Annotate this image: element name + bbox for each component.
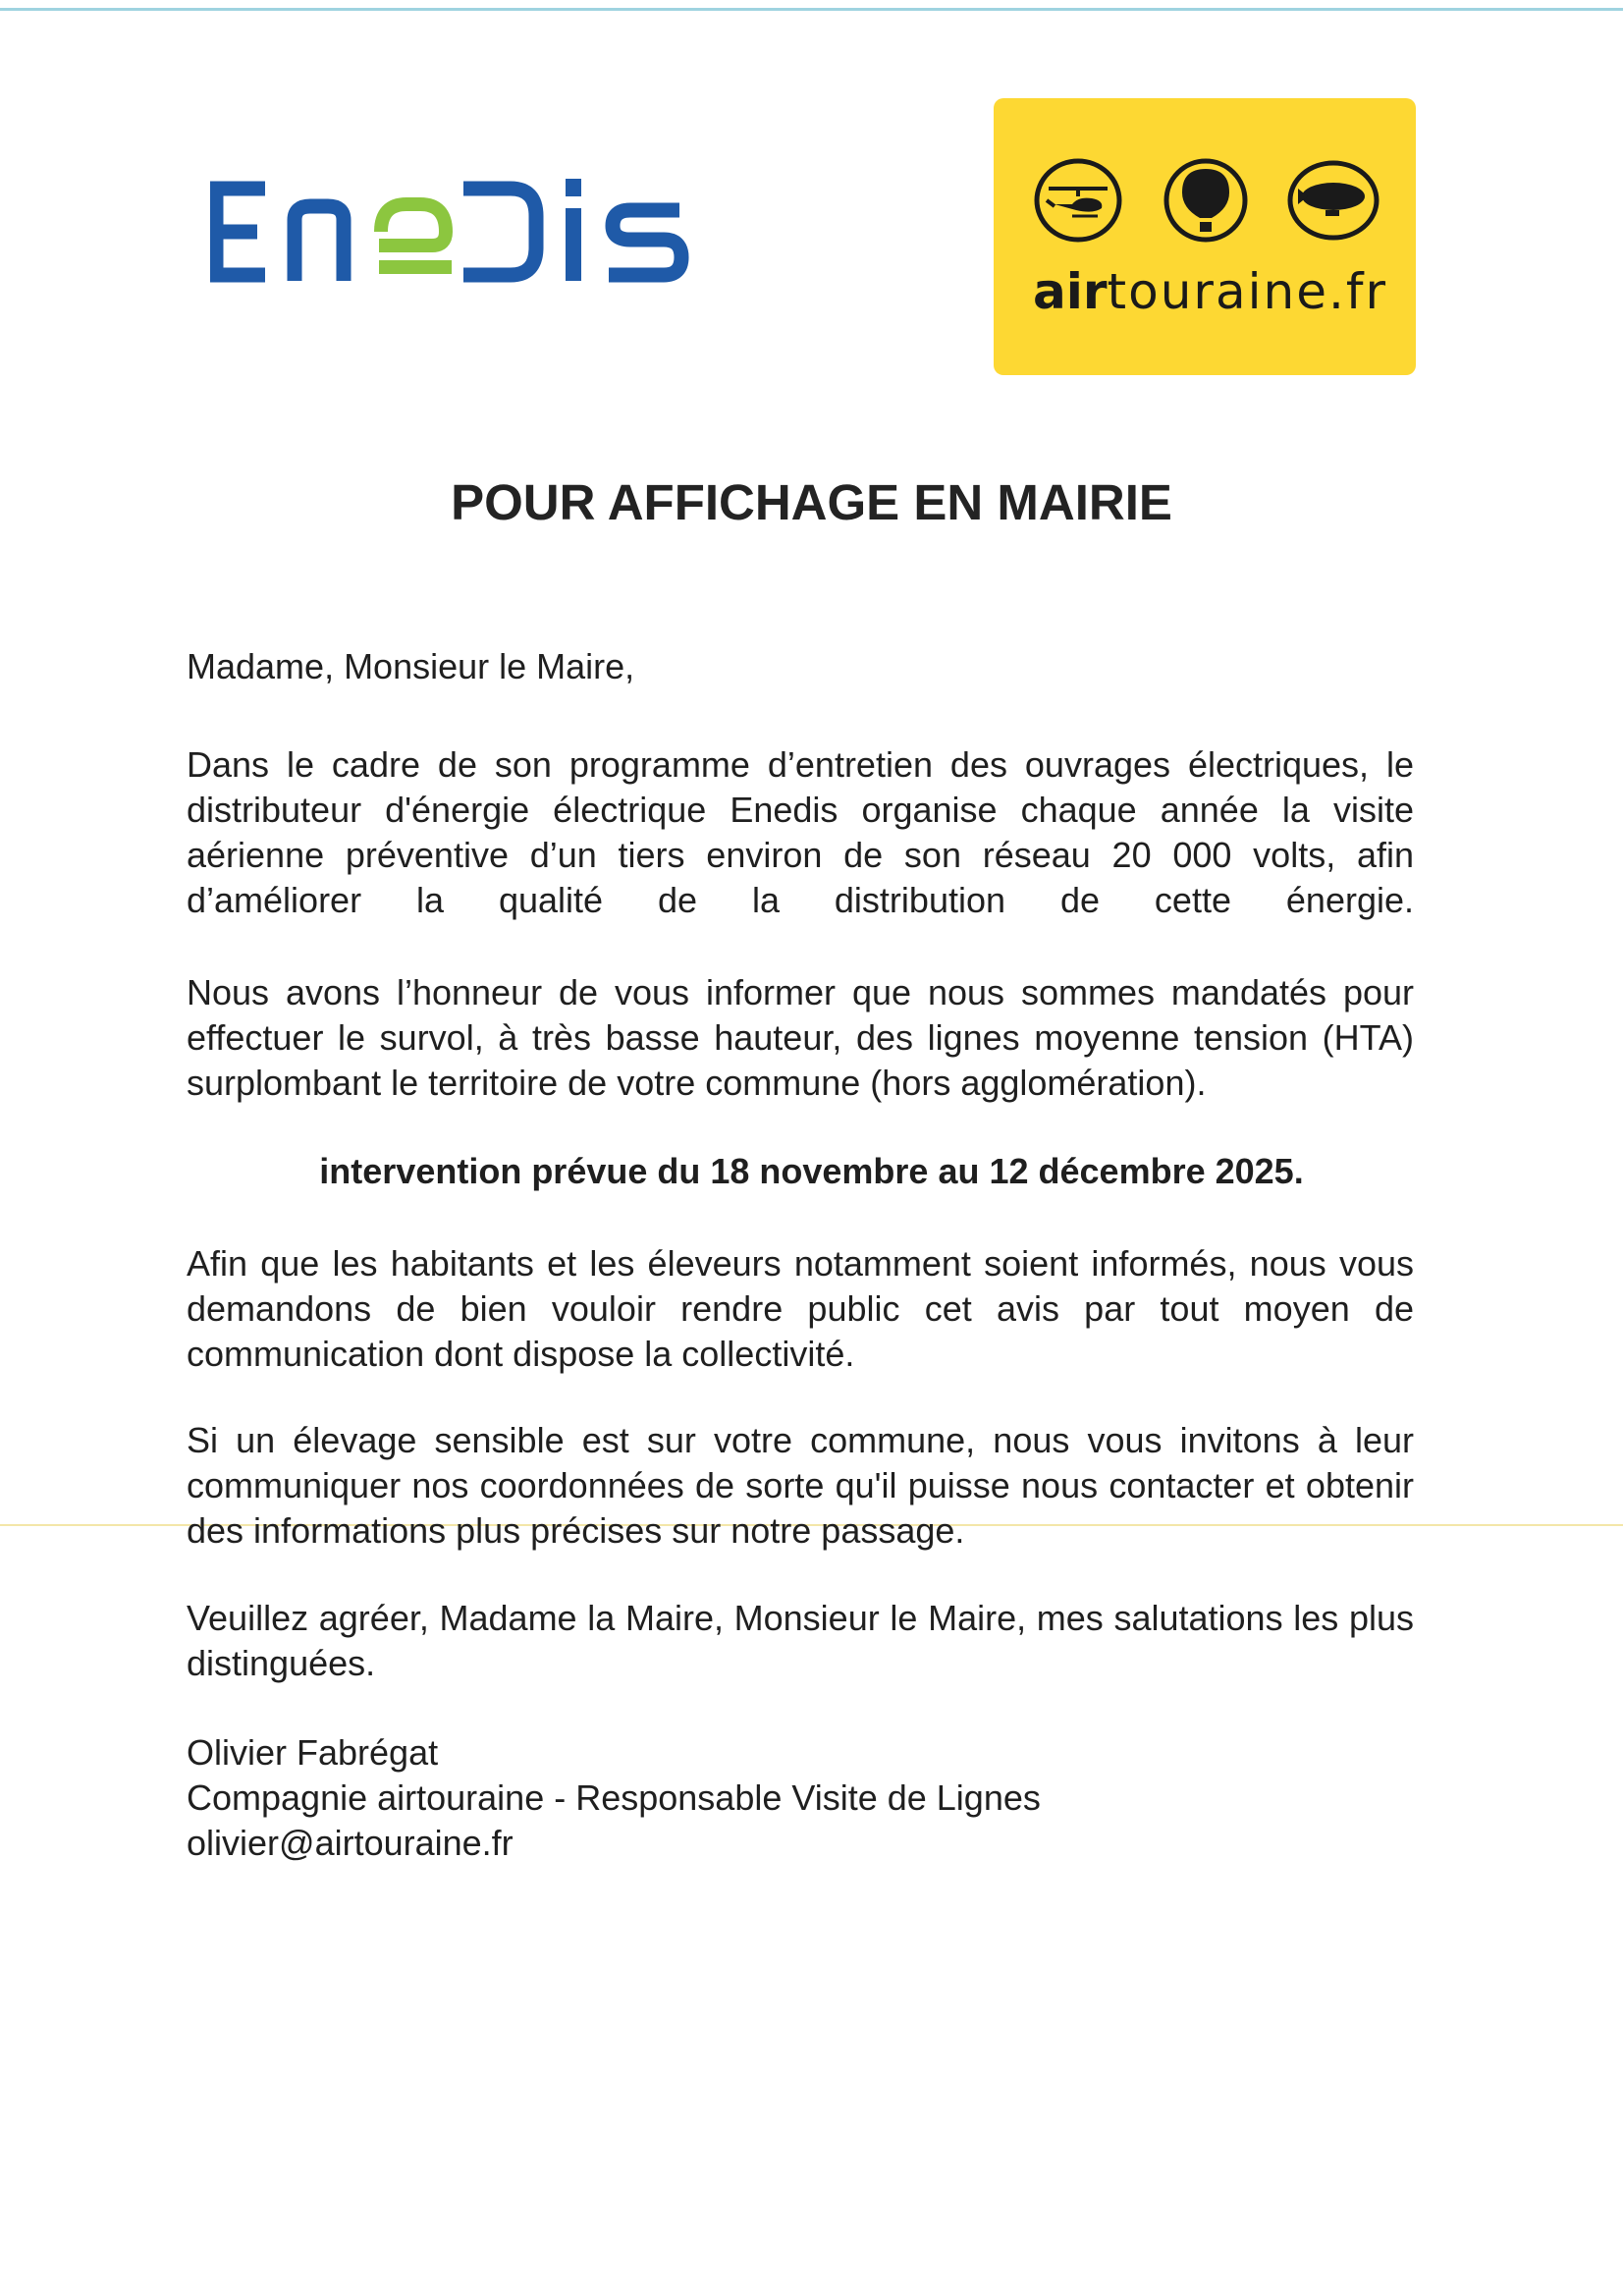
paragraph-sensitive-farming: Si un élevage sensible est sur votre commune, nous vous invitons à leur communiquer nos coordonnées de sorte qu'il puisse nous contacter et obtenir des informations plus précises sur notre passage. bbox=[187, 1420, 1414, 1551]
paragraph-program: Dans le cadre de son programme d’entretien des ouvrages électriques, le distributeur d'énergie électrique Enedis organise chaque année la visite aérienne préventive d’un tiers environ de son réseau 20 000 volts, afin d’améliorer la qualité de la distribution de cette énergie. bbox=[187, 744, 1414, 920]
scan-edge-line bbox=[0, 8, 1623, 11]
signature-name: Olivier Fabrégat bbox=[187, 1732, 439, 1773]
helicopter-icon bbox=[1037, 161, 1119, 240]
page-title: POUR AFFICHAGE EN MAIRIE bbox=[451, 474, 1172, 530]
signature-role: Compagnie airtouraine - Responsable Visite de Lignes bbox=[187, 1777, 1041, 1818]
airtouraine-wordmark-light: touraine.fr bbox=[1107, 263, 1388, 320]
paragraph-closing: Veuillez agréer, Madame la Maire, Monsieur le Maire, mes salutations les plus distinguées. bbox=[187, 1598, 1414, 1683]
airtouraine-wordmark bbox=[1033, 263, 1387, 320]
airtouraine-wordmark-bold: air bbox=[1033, 263, 1108, 320]
airship-icon bbox=[1290, 163, 1377, 238]
paragraph-mandate: Nous avons l’honneur de vous informer que nous sommes mandatés pour effectuer le survol, à très basse hauteur, des lignes moyenne tension (HTA) surplombant le territoire de votre commune (hors agglomération). bbox=[187, 972, 1414, 1103]
hot-air-balloon-icon bbox=[1166, 161, 1245, 240]
enedis-logo-mark bbox=[210, 177, 701, 287]
intervention-dates: intervention prévue du 18 novembre au 12 décembre 2025. bbox=[319, 1151, 1304, 1191]
airtouraine-logo bbox=[994, 98, 1416, 375]
signature-email: olivier@airtouraine.fr bbox=[187, 1823, 514, 1863]
signature-block bbox=[187, 1730, 1414, 1866]
airtouraine-icons bbox=[1033, 155, 1386, 250]
enedis-logo bbox=[210, 177, 701, 292]
paragraph-inform-residents: Afin que les habitants et les éleveurs notamment soient informés, nous vous demandons de bien vouloir rendre public cet avis par tout moyen de communication dont dispose la collectivité. bbox=[187, 1243, 1414, 1374]
salutation: Madame, Monsieur le Maire, bbox=[187, 646, 635, 686]
